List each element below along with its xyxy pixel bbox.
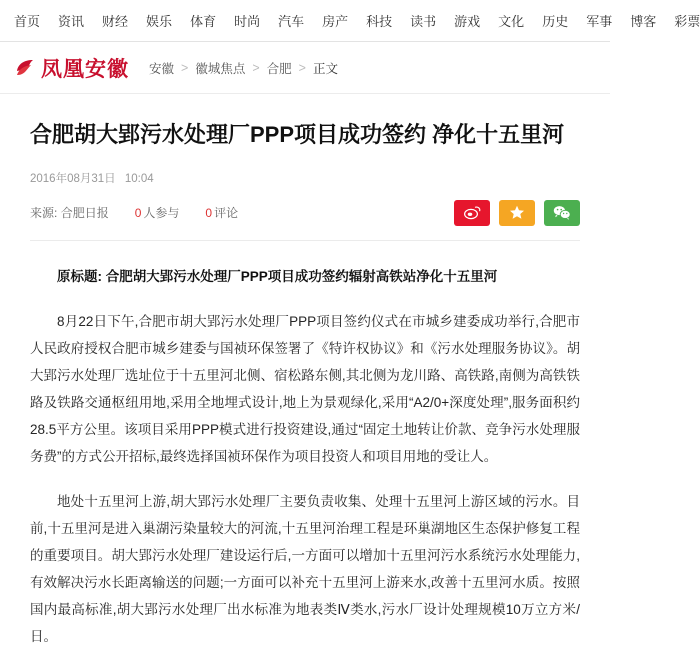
participants-count: 0 — [134, 206, 142, 221]
favorite-share-icon[interactable] — [499, 200, 535, 226]
breadcrumb-item-1[interactable]: 徽城焦点 — [195, 61, 246, 76]
nav-item-10[interactable]: 游戏 — [454, 14, 481, 29]
phoenix-logo-icon — [14, 57, 36, 79]
wechat-share-icon[interactable] — [544, 200, 580, 226]
comments-label: 评论 — [214, 206, 239, 221]
nav-item-14[interactable]: 博客 — [630, 14, 657, 29]
nav-item-5[interactable]: 时尚 — [234, 14, 261, 29]
article-date: 2016年08月31日 — [30, 172, 116, 185]
nav-item-1[interactable]: 资讯 — [58, 14, 85, 29]
nav-item-11[interactable]: 文化 — [498, 14, 525, 29]
nav-item-8[interactable]: 科技 — [366, 14, 393, 29]
nav-item-3[interactable]: 娱乐 — [146, 14, 173, 29]
breadcrumb-separator: > — [298, 60, 306, 75]
nav-item-15[interactable]: 彩票 — [674, 14, 700, 29]
source-label: 来源: — [30, 206, 58, 221]
site-logo-text: 凤凰安徽 — [41, 56, 129, 81]
breadcrumb-item-0[interactable]: 安徽 — [149, 61, 175, 76]
participants-counter[interactable] — [135, 204, 180, 221]
breadcrumb-item-2[interactable]: 合肥 — [266, 61, 292, 76]
nav-item-4[interactable]: 体育 — [190, 14, 217, 29]
engagement-counters — [135, 204, 264, 221]
nav-item-12[interactable]: 历史 — [542, 14, 569, 29]
page-title: 合肥胡大郢污水处理厂PPP项目成功签约 净化十五里河 — [30, 122, 565, 147]
article-body — [30, 241, 580, 650]
article-paragraph-1: 地处十五里河上游,胡大郢污水处理厂主要负责收集、处理十五里河上游区域的污水。目前,十五里河是进入巢湖污染量较大的河流,十五里河治理工程是环巢湖地区生态保护修复工程的重要项目。胡大郢污水处理厂建设运行后,一方面可以增加十五里河污水系统污水处理能力,有效解决污水长距离输送的问题;一方面可以补充十五里河上游来水,改善十五里河水质。按照国内最高标准,胡大郢污水处理厂出水标准为地表类Ⅳ类水,污水厂设计处理规模10万立方米/日。 — [30, 493, 580, 644]
site-logo[interactable] — [14, 53, 129, 83]
article-meta — [30, 170, 580, 186]
article-source-row — [30, 200, 580, 241]
breadcrumb-separator: > — [252, 60, 260, 75]
weibo-share-icon[interactable] — [454, 200, 490, 226]
comments-counter[interactable] — [205, 204, 238, 221]
nav-item-9[interactable]: 读书 — [410, 14, 437, 29]
nav-item-6[interactable]: 汽车 — [278, 14, 305, 29]
article-source — [30, 204, 109, 221]
comments-count: 0 — [205, 206, 213, 221]
original-title-text: 合肥胡大郢污水处理厂PPP项目成功签约辐射高铁站净化十五里河 — [105, 268, 498, 284]
breadcrumb-separator: > — [181, 60, 189, 75]
share-buttons — [445, 200, 580, 226]
article-time: 10:04 — [124, 172, 154, 185]
breadcrumb-item-3: 正文 — [312, 61, 338, 76]
article-container — [0, 94, 610, 650]
nav-item-2[interactable]: 财经 — [102, 14, 129, 29]
original-title-label: 原标题: — [57, 268, 102, 284]
site-header — [0, 42, 610, 94]
participants-label: 人参与 — [143, 206, 180, 221]
article-paragraph-0: 8月22日下午,合肥市胡大郢污水处理厂PPP项目签约仪式在市城乡建委成功举行,合肥市人民政府授权合肥市城乡建委与国祯环保签署了《特许权协议》和《污水处理服务协议》。胡大郢污水处理厂选址位于十五里河北侧、宿松路东侧,其北侧为龙川路、高铁路,南侧为高铁铁路及铁路交通枢纽用地,采用全地埋式设计,地上为景观绿化,采用“A2/0+深度处理”,服务面积约28.5平方公里。该项目采用PPP模式进行投资建设,通过“固定土地转让价款、竞争污水处理服务费”的方式公开招标,最终选择国祯环保作为项目投资人和项目用地的受让人。 — [30, 313, 580, 464]
nav-item-0[interactable]: 首页 — [14, 14, 41, 29]
nav-item-13[interactable]: 军事 — [586, 14, 613, 29]
top-navigation-bar — [0, 0, 700, 42]
source-name: 合肥日报 — [60, 206, 109, 221]
original-title-paragraph — [30, 263, 580, 290]
breadcrumb — [149, 59, 338, 77]
nav-item-7[interactable]: 房产 — [322, 14, 349, 29]
